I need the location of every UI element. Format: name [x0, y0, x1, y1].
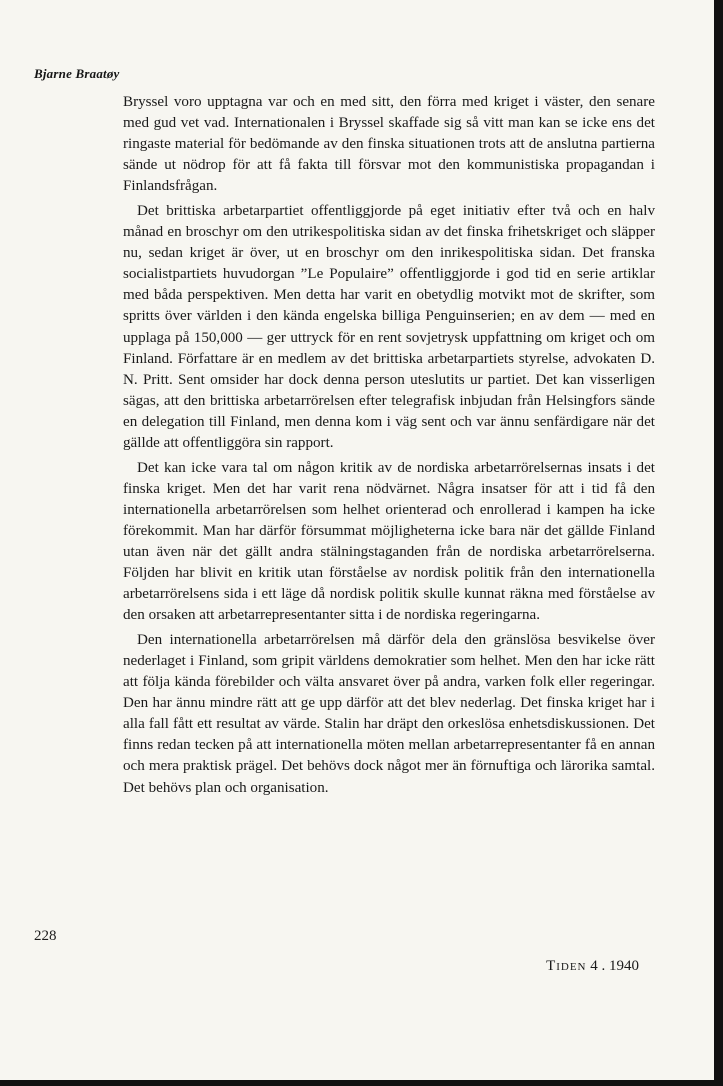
journal-year: 1940 — [609, 958, 639, 974]
footer-separator: . — [601, 958, 606, 974]
running-head-author: Bjarne Braatøy — [34, 66, 120, 81]
paragraph-4: Den internationella arbetarrörelsen må därför dela den gränslösa besvikelse över nederlaget i Finland, som gripit världens demokratier som helhet. Men den har icke rätt att följa kända förebilder och välta ansvaret över på andra, varken folk eller regeringar. Den har ännu mindre rätt att ge upp därför att det blev nederlag. Det finska kriget har i alla fall fått ett resultat av värde. Stalin har dräpt den orkeslösa enhetsdiskussionen. Det finns redan tecken på att internationella möten mellan arbetarrepresentanter få en annan och mera praktisk prägel. Det behövs dock något mer än förnuftiga och lärorika samtal. Det behövs plan och organisation. — [123, 632, 655, 796]
journal-footer — [546, 958, 639, 975]
page-number: 228 — [34, 928, 57, 944]
paragraph-2: Det brittiska arbetarpartiet offentliggjorde på eget initiativ efter två och en halv månad en broschyr om den utrikespolitiska sidan av det finska frihetskriget och släpper nu, sedan kriget är över, ut en broschyr om den inrikespolitiska sidan. Det franska socialistpartiets huvudorgan ”Le Populaire” offentliggjorde i god tid en serie artiklar med båda perspektiven. Men detta har varit en obetydlig motvikt mot de skrifter, som spritts över världen i den kända engelska billiga Penguinserien; en av dem — med en upplaga på 150,000 — ger uttryck för en rent sovjetrysk uppfattning om kriget och om Finland. Författare är en medlem av det brittiska arbetarpartiets styrelse, advokaten D. N. Pritt. Sent omsider har dock denna person uteslutits ur partiet. Det kan visserligen sägas, att den brittiska arbetarrörelsen efter telegrafisk inbjudan från Helsingfors sände en delegation till Finland, men denna kom i väg sent och var ännu senfärdigare när det gällde att offentliggöra sin rapport. — [123, 203, 655, 451]
journal-issue: 4 — [590, 958, 598, 974]
paragraph-1: Bryssel voro upptagna var och en med sitt, den förra med kriget i väster, den senare med gud vet vad. Internationalen i Bryssel skaffade sig så vitt man kan se icke ens det ringaste material för bedömande av den finska situationen trots att de anslutna partierna sände ut nödrop för att få fakta till försvar mot den kommunistiska propagandan i Finlandsfrågan. — [123, 94, 655, 195]
journal-name: Tiden — [546, 958, 587, 974]
article-body — [123, 92, 655, 799]
paragraph-3: Det kan icke vara tal om någon kritik av de nordiska arbetarrörelsernas insats i det finska kriget. Men det har varit rena nödvärnet. Några insatser för att i tid få den internationella arbetarrörelsen som helhet orienterad och enrollerad i kampen ha icke förekommit. Man har därför försummat möjligheterna icke bara när det gällde Finland utan även när det gällt andra stälningstaganden från de nordiska arbetarrörelserna. Följden har blivit en kritik utan förståelse av nordisk politik från den internationella arbetarrörelsens sida i ett läge då nordisk politik skulle kunnat räkna med förståelse av den orsaken att arbetarrepresentanter sitta i de nordiska regeringarna. — [123, 459, 655, 624]
